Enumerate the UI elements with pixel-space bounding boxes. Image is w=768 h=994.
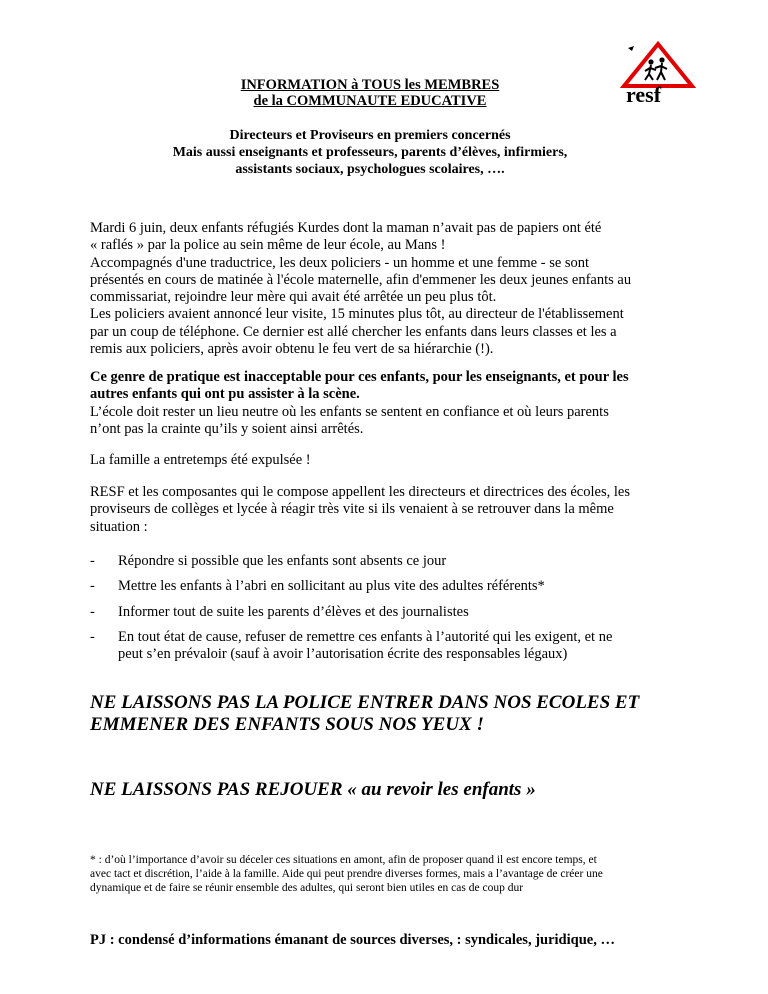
bullet-dash: - bbox=[90, 578, 95, 595]
footnote-line: * : d’où l’importance d’avoir su déceler ces situations en amont, afin de proposer quand il est encore temps, et bbox=[90, 854, 597, 866]
text-line: L’école doit rester un lieu neutre où les enfants se sentent en confiance et où leurs parents bbox=[90, 403, 609, 420]
text-line: Mardi 6 juin, deux enfants réfugiés Kurdes dont la maman n’avait pas de papiers ont été bbox=[90, 220, 602, 236]
list-item bbox=[90, 604, 690, 621]
text-line: commissariat, rejoindre leur mère qui avait été arrêtée un peu plus tôt. bbox=[90, 289, 497, 306]
subheader-line-2: Mais aussi enseignants et professeurs, parents d’élèves, infirmiers, bbox=[172, 145, 568, 160]
call-to-action-2 bbox=[90, 779, 710, 801]
subheader-line-3: assistants sociaux, psychologues scolaires, …. bbox=[235, 162, 505, 177]
paragraph-appeal bbox=[90, 484, 690, 536]
attachment-note: PJ : condensé d’informations émanant de sources diverses, : syndicales, juridique, … bbox=[90, 932, 615, 948]
footnote-line: avec tact et discrétion, l’aide à la famille. Aide qui peut prendre diverses formes, mais a l’avantage de créer une bbox=[90, 868, 603, 880]
logo-text: resf bbox=[626, 82, 662, 107]
text-line: Les policiers avaient annoncé leur visite, 15 minutes plus tôt, au directeur de l'établissement bbox=[90, 306, 624, 323]
footnote-line: dynamique et de faire se réunir ensemble des adultes, qui seront bien utiles en cas de coup dur bbox=[90, 882, 524, 894]
paragraph-expulsion bbox=[90, 452, 690, 469]
bullet-dash: - bbox=[90, 603, 95, 620]
list-item-text: peut s’en prévaloir (sauf à avoir l’autorisation écrite des responsables légaux) bbox=[118, 646, 568, 663]
text-line: proviseurs de collèges et lycée à réagir très vite si ils venaient à se retrouver dans la même bbox=[90, 501, 614, 518]
text-line: par un coup de téléphone. Ce dernier est allé chercher les enfants dans leurs classes et les a bbox=[90, 323, 617, 340]
text-line: « raflés » par la police au sein même de leur école, au Mans ! bbox=[90, 237, 446, 254]
bold-line: autres enfants qui ont pu assister à la scène. bbox=[90, 386, 360, 403]
text-line: Accompagnés d'une traductrice, les deux policiers - un homme et une femme - se sont bbox=[90, 254, 590, 271]
bullet-dash: - bbox=[90, 553, 95, 569]
resf-logo bbox=[620, 40, 696, 110]
text-line: présentés en cours de matinée à l'école maternelle, afin d'emmener les deux jeunes enfants au bbox=[90, 271, 632, 288]
list-item-text: Répondre si possible que les enfants sont absents ce jour bbox=[118, 553, 447, 569]
text-line: RESF et les composantes qui le compose appellent les directeurs et directrices des écoles, les bbox=[90, 484, 630, 500]
document-heading bbox=[120, 77, 620, 109]
call-line: NE LAISSONS PAS REJOUER « au revoir les enfants » bbox=[90, 779, 536, 800]
list-item bbox=[90, 629, 690, 664]
subheader bbox=[90, 127, 650, 178]
list-item-text: Informer tout de suite les parents d’élèves et des journalistes bbox=[118, 603, 469, 620]
call-line: NE LAISSONS PAS LA POLICE ENTRER DANS NOS ECOLES ET bbox=[90, 692, 640, 713]
list-item-text: Mettre les enfants à l’abri en sollicitant au plus vite des adultes référents* bbox=[118, 578, 545, 595]
footnote bbox=[90, 853, 700, 895]
list-item bbox=[90, 553, 690, 570]
text-line: situation : bbox=[90, 518, 148, 535]
subheader-line-1: Directeurs et Proviseurs en premiers concernés bbox=[229, 128, 511, 143]
list-item bbox=[90, 578, 690, 595]
heading-line-1: INFORMATION à TOUS les MEMBRES bbox=[240, 77, 500, 93]
paragraph-incident bbox=[90, 220, 690, 358]
call-to-action bbox=[90, 692, 710, 736]
bullet-dash: - bbox=[90, 628, 95, 645]
bold-line: Ce genre de pratique est inacceptable pour ces enfants, pour les enseignants, et pour les bbox=[90, 369, 629, 385]
call-line: EMMENER DES ENFANTS SOUS NOS YEUX ! bbox=[90, 714, 484, 735]
text-line: La famille a entretemps été expulsée ! bbox=[90, 452, 311, 468]
heading-line-2: de la COMMUNAUTE EDUCATIVE bbox=[253, 93, 487, 109]
list-item-text: En tout état de cause, refuser de remettre ces enfants à l’autorité qui les exigent, et ne bbox=[118, 628, 613, 645]
bullet-list bbox=[90, 553, 690, 663]
text-line: remis aux policiers, après avoir obtenu le feu vert de sa hiérarchie (!). bbox=[90, 341, 494, 358]
text-line: n’ont pas la crainte qu’ils y soient ainsi arrêtés. bbox=[90, 420, 364, 437]
paragraph-statement bbox=[90, 369, 690, 438]
